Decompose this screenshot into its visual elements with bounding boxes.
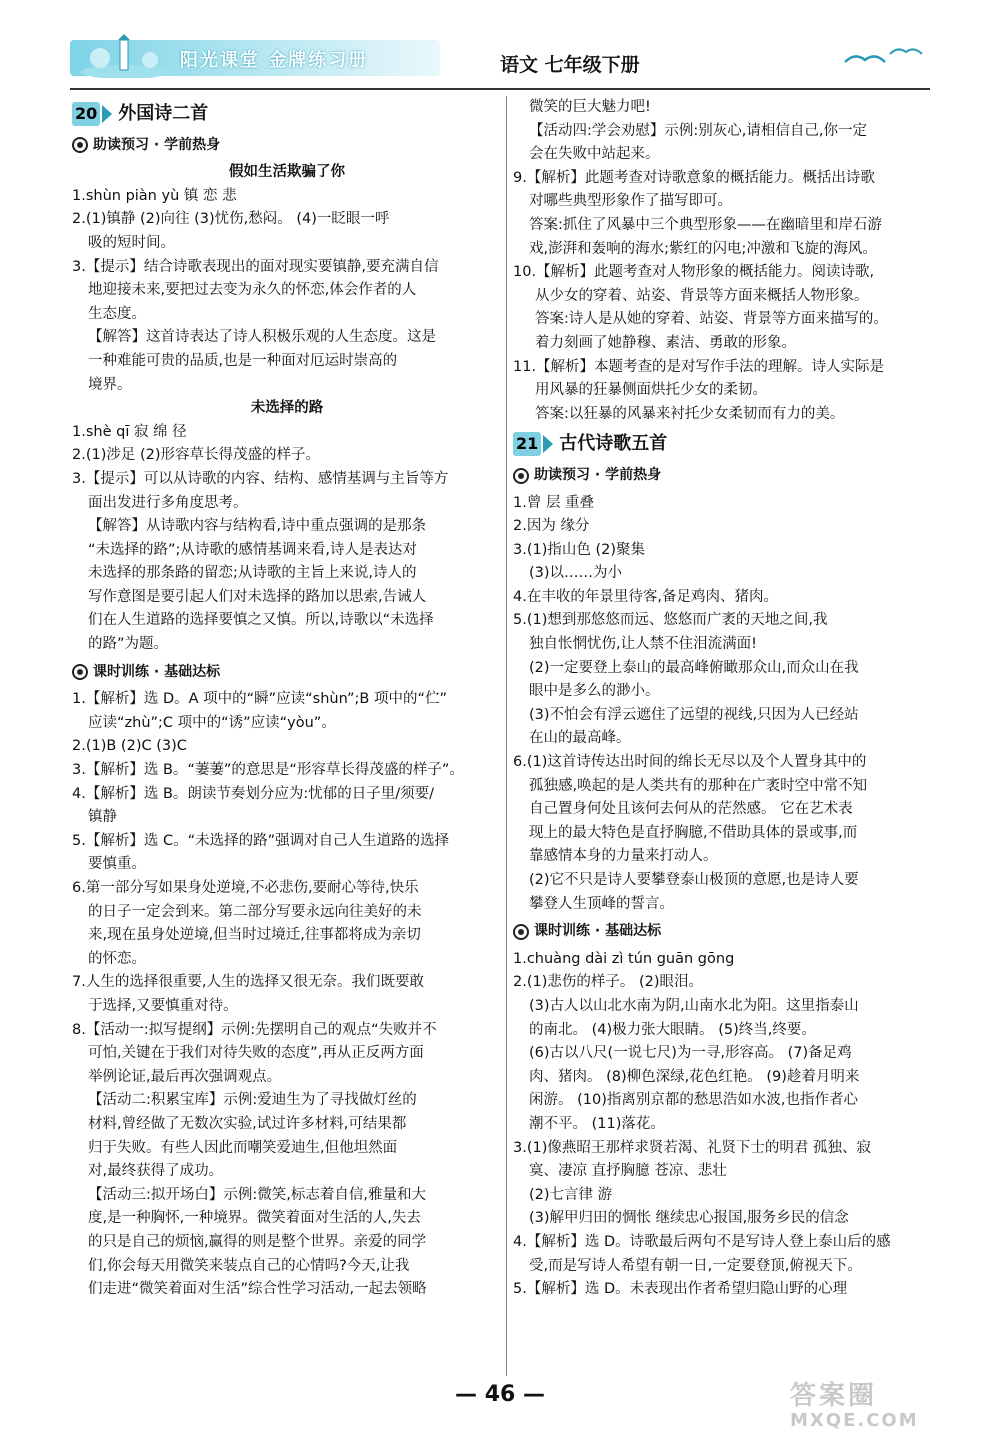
answer-line: 5.【解析】选 C。“未选择的路”强调对自己人生道路的选择 <box>72 832 450 849</box>
answer-line: 【活动四:学会劝慰】示例:别灰心,请相信自己,你一定 <box>529 122 867 139</box>
answer-line: 3.【解析】选 B。“萋萋”的意思是“形容草长得茂盛的样子”。 <box>72 762 464 779</box>
answer-line: 【活动三:拟开场白】示例:微笑,标志着自信,雅量和大 <box>88 1186 426 1203</box>
answer-line: 眼中是多么的渺小。 <box>529 683 660 700</box>
answer-line: 镇静 <box>88 809 117 826</box>
answer-line: 3.【提示】结合诗歌表现出的面对现实要镇静,要充满自信 <box>72 258 439 275</box>
answer-line: 独自怅惘忧伤,让人禁不住泪流满面! <box>529 636 757 653</box>
subsection-heading: 课时训练 · 基础达标 <box>72 661 502 685</box>
answer-line: 度,是一种胸怀,一种境界。微笑着面对生活的人,失去 <box>88 1210 421 1227</box>
watermark-line: MXQE.COM <box>790 1410 919 1431</box>
section-20-heading <box>72 102 502 126</box>
answer-line: 2.(1)镇静 (2)向往 (3)忧伤,愁闷。 (4)一眨眼一呼 <box>72 211 390 228</box>
page-header <box>70 30 930 82</box>
section-number: 20 <box>72 102 100 126</box>
answer-line: 1.【解析】选 D。A 项中的“瞬”应读“shùn”;B 项中的“伫” <box>72 691 447 708</box>
answer-line: 应读“zhù”;C 项中的“诱”应读“yòu”。 <box>88 714 336 731</box>
answer-line: 答案:以狂暴的风暴来衬托少女柔韧而有力的美。 <box>535 405 845 422</box>
answer-line: (3)解甲归田的惆怅 继续忠心报国,服务乡民的信念 <box>529 1210 849 1227</box>
section-title: 古代诗歌五首 <box>559 433 668 455</box>
answer-line: 7.人生的选择很重要,人生的选择又很无奈。我们既要敢 <box>72 974 424 991</box>
answer-line: 们走进“微笑着面对生活”综合性学习活动,一起去领略 <box>88 1281 427 1298</box>
answer-line: 的怀恋。 <box>88 950 146 967</box>
answer-line: 在山的最高峰。 <box>529 730 631 747</box>
answer-line: 的日子一定会到来。第二部分写要永远向往美好的未 <box>88 903 422 920</box>
subsection-heading: 助读预习 · 学前热身 <box>72 134 502 158</box>
answer-line: 对,最终获得了成功。 <box>88 1163 224 1180</box>
answer-line: 3.(1)指山色 (2)聚集 <box>513 541 646 558</box>
answer-line: 2.(1)B (2)C (3)C <box>72 738 187 755</box>
answer-line: 1.shùn piàn yù 镇 恋 悲 <box>72 187 237 204</box>
answer-line: 9.【解析】此题考查对诗歌意象的概括能力。概括出诗歌 <box>513 169 875 186</box>
answer-line: 吸的短时间。 <box>88 234 175 251</box>
chevron-right-icon <box>102 105 112 123</box>
answer-line: (3)古人以山北水南为阴,山南水北为阳。这里指泰山 <box>529 997 859 1014</box>
answer-line: 们在人生道路的选择要慎之又慎。所以,诗歌以“未选择 <box>88 612 434 629</box>
answer-line: 的只是自己的烦恼,赢得的则是整个世界。亲爱的同学 <box>88 1233 427 1250</box>
answer-line: 11.【解析】本题考查的是对写作手法的理解。诗人实际是 <box>513 358 885 375</box>
subsection-heading: 助读预习 · 学前热身 <box>513 464 933 488</box>
answer-line: 材料,曾经做了无数次实验,试过许多材料,可结果都 <box>88 1115 407 1132</box>
answer-line: 地迎接未来,要把过去变为永久的怀恋,体会作者的人 <box>88 282 417 299</box>
answer-line: 用风暴的狂暴侧面烘托少女的柔韧。 <box>535 382 767 399</box>
answer-line: (2)七言律 游 <box>529 1186 613 1203</box>
answer-line: 于选择,又要慎重对待。 <box>88 997 238 1014</box>
answer-line: 对哪些典型形象作了描写即可。 <box>529 193 732 210</box>
answer-line: “未选择的路”;从诗歌的感情基调来看,诗人是表达对 <box>88 541 418 558</box>
answer-line: 10.【解析】此题考查对人物形象的概括能力。阅读诗歌, <box>513 264 875 281</box>
header-divider <box>70 88 930 90</box>
watermark-line: 答案圈 <box>790 1381 878 1411</box>
answer-line: 生态度。 <box>88 305 146 322</box>
answer-line: 可怕,关键在于我们对待失败的态度”,再从正反两方面 <box>88 1045 424 1062</box>
answer-line: 一种难能可贵的品质,也是一种面对厄运时崇高的 <box>88 352 398 369</box>
answer-line: 答案:抓住了风暴中三个典型形象——在幽暗里和岸石游 <box>529 216 882 233</box>
answer-line: (6)古以八尺(一说七尺)为一寻,形容高。 (7)备足鸡 <box>529 1045 852 1062</box>
bullet-icon <box>72 137 88 153</box>
answer-line: 4.【解析】选 D。诗歌最后两句不是写诗人登上泰山后的感 <box>513 1233 891 1250</box>
answer-line: 2.(1)悲伤的样子。 (2)眼泪。 <box>513 974 704 991</box>
poem-title: 未选择的路 <box>250 400 324 417</box>
answer-line: 答案:诗人是从她的穿着、站姿、背景等方面来描写的。 <box>535 311 888 328</box>
answer-line: 肉、猪肉。 (8)柳色深绿,花色红艳。 (9)趁着月明来 <box>529 1068 860 1085</box>
answer-line: 们,你会每天用微笑来装点自己的心情吗?今天,让我 <box>88 1257 410 1274</box>
answer-line: 2.(1)涉足 (2)形容草长得茂盛的样子。 <box>72 447 321 464</box>
answer-line: 1.曾 层 重叠 <box>513 494 595 511</box>
answer-line: (2)一定要登上泰山的最高峰俯瞰那众山,而众山在我 <box>529 659 859 676</box>
subsection-heading: 课时训练 · 基础达标 <box>513 920 933 944</box>
subject-title: 语文 七年级下册 <box>500 54 640 76</box>
answer-line: 靠感情本身的力量来打动人。 <box>529 848 718 865</box>
answer-line: 孤独感,唤起的是人类共有的那种在广袤时空中常不知 <box>529 777 868 794</box>
answer-line: 归于失败。有些人因此而嘲笑爱迪生,但他坦然面 <box>88 1139 398 1156</box>
answer-line: 从少女的穿着、站姿、背景等方面来概括人物形象。 <box>535 287 869 304</box>
answer-line: 【解答】这首诗表达了诗人积极乐观的人生态度。这是 <box>88 329 436 346</box>
answer-line: 会在失败中站起来。 <box>529 146 660 163</box>
answer-line: 4.【解析】选 B。朗读节奏划分应为:忧郁的日子里/须要/ <box>72 785 435 802</box>
answer-line: 1.chuàng dài zì tún guān gōng <box>513 950 735 967</box>
answer-line: 5.【解析】选 D。未表现出作者希望归隐山野的心理 <box>513 1281 848 1298</box>
answer-line: 要慎重。 <box>88 856 146 873</box>
page-number: — 46 — <box>455 1382 545 1407</box>
answer-line: 微笑的巨大魅力吧! <box>529 99 651 115</box>
answer-line: 来,现在虽身处逆境,但当时过境迁,往事都将成为亲切 <box>88 927 421 944</box>
right-column <box>513 96 933 1302</box>
answer-line: 面出发进行多角度思考。 <box>88 494 248 511</box>
answer-line: 受,而是写诗人希望有朝一日,一定要登顶,俯视天下。 <box>529 1257 862 1274</box>
bullet-icon <box>513 468 529 484</box>
answer-line: 5.(1)想到那悠悠而远、悠悠而广袤的天地之间,我 <box>513 612 828 629</box>
answer-line: 闲游。 (10)指离别京都的愁思浩如水波,也指作者心 <box>529 1092 858 1109</box>
answer-line: 8.【活动一:拟写提纲】示例:先摆明自己的观点“失败并不 <box>72 1021 437 1038</box>
answer-line: 3.(1)像燕昭王那样求贤若渴、礼贤下士的明君 孤独、寂 <box>513 1139 871 1156</box>
answer-line: 攀登人生顶峰的誓言。 <box>529 895 674 912</box>
section-number: 21 <box>513 432 541 456</box>
answer-line: 境界。 <box>88 376 132 393</box>
answer-line: 举例论证,最后再次强调观点。 <box>88 1068 282 1085</box>
answer-line: 着力刻画了她静穆、素洁、勇敢的形象。 <box>535 334 796 351</box>
answer-line: 自己置身何处且该何去何从的茫然感。 它在艺术表 <box>529 801 853 818</box>
lighthouse-logo-icon <box>80 32 170 78</box>
answer-line: 【解答】从诗歌内容与结构看,诗中重点强调的是那条 <box>88 518 427 535</box>
answer-line: 戏,澎湃和轰响的海水;紫红的闪电;冲激和飞旋的海风。 <box>529 240 877 257</box>
answer-line: 2.因为 缘分 <box>513 518 590 535</box>
answer-line: 潮不平。 (11)落花。 <box>529 1115 665 1132</box>
birds-icon <box>840 40 930 76</box>
brand-title: 阳光课堂 金牌练习册 <box>180 50 369 71</box>
answer-line: 寞、凄凉 直抒胸臆 苍凉、悲壮 <box>529 1163 727 1180</box>
chevron-right-icon <box>543 435 553 453</box>
bullet-icon <box>513 924 529 940</box>
answer-line: (2)它不只是诗人要攀登泰山极顶的意愿,也是诗人要 <box>529 872 859 888</box>
answer-line: (3)不怕会有浮云遮住了远望的视线,只因为人已经站 <box>529 706 859 723</box>
answer-line: 3.【提示】可以从诗歌的内容、结构、感情基调与主旨等方 <box>72 470 449 487</box>
answer-line: (3)以……为小 <box>529 565 623 582</box>
bullet-icon <box>72 664 88 680</box>
section-21-heading <box>513 432 933 456</box>
answer-line: 写作意图是要引起人们对未选择的路加以思索,告诫人 <box>88 588 427 605</box>
answer-line: 【活动二:积累宝库】示例:爱迪生为了寻找做灯丝的 <box>88 1092 417 1109</box>
answer-line: 的路”为题。 <box>88 636 169 653</box>
left-column <box>72 96 502 1302</box>
answer-line: 的南北。 (4)极力张大眼睛。 (5)终当,终要。 <box>529 1021 816 1038</box>
answer-line: 6.第一部分写如果身处逆境,不必悲伤,要耐心等待,快乐 <box>72 880 419 896</box>
answer-line: 1.shè qī 寂 绵 径 <box>72 423 187 440</box>
watermark <box>790 1375 980 1430</box>
poem-title: 假如生活欺骗了你 <box>229 164 345 181</box>
answer-line: 4.在丰收的年景里待客,备足鸡肉、猪肉。 <box>513 588 778 605</box>
answer-line: 6.(1)这首诗传达出时间的绵长无尽以及个人置身其中的 <box>513 754 867 771</box>
section-title: 外国诗二首 <box>118 103 209 124</box>
answer-line: 未选择的那条路的留恋;从诗歌的主旨上来说,诗人的 <box>88 565 417 582</box>
column-divider <box>506 96 507 1376</box>
answer-line: 现上的最大特色是直抒胸臆,不借助具体的景或事,而 <box>529 824 858 841</box>
